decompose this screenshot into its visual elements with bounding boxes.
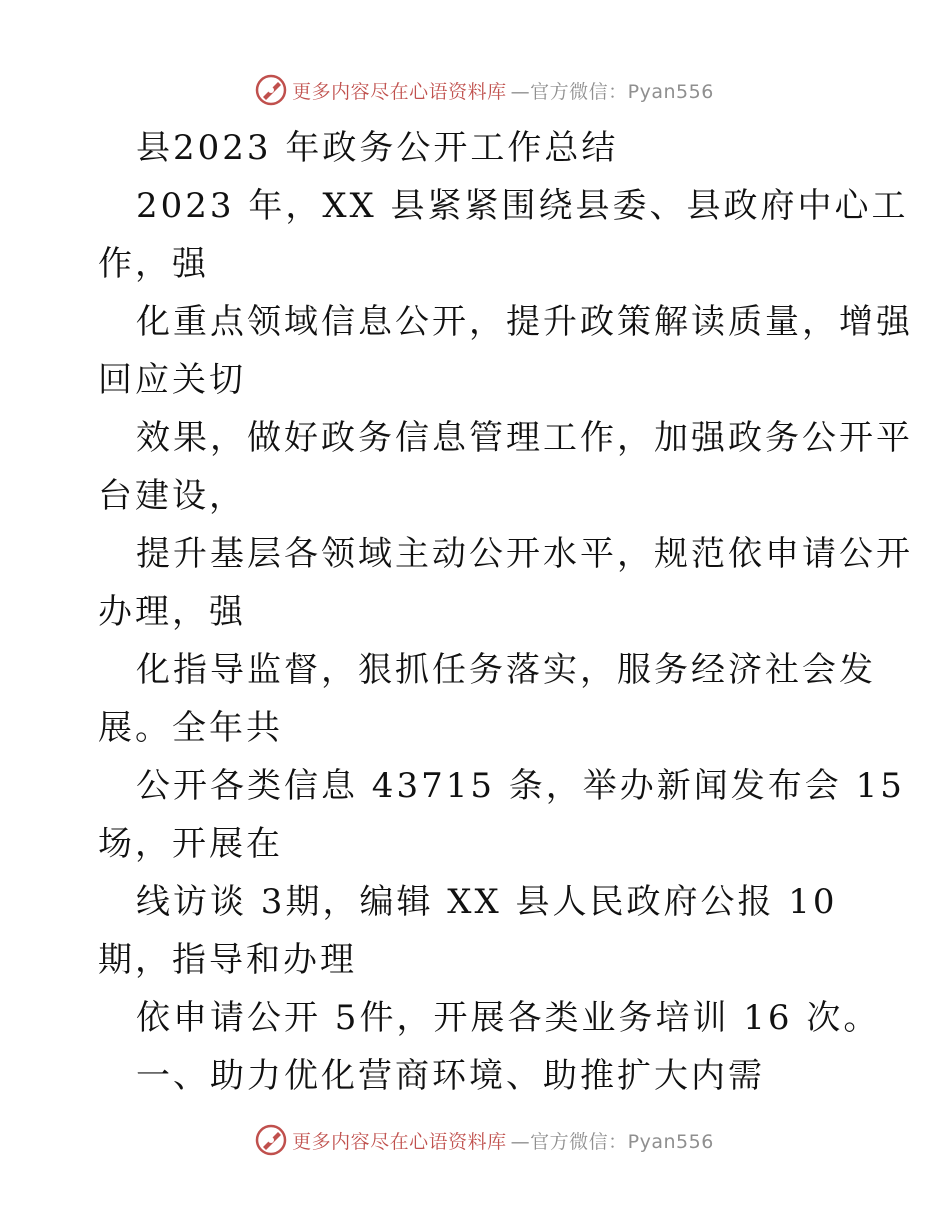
text-line: 提升基层各领域主动公开水平，规范依申请公开 <box>136 534 913 574</box>
text-line: 线访谈 3期，编辑 XX 县人民政府公报 10 <box>136 882 838 922</box>
text-line: 场，开展在 <box>98 824 283 864</box>
pen-seal-logo-icon <box>254 73 288 107</box>
text-line: 台建设， <box>98 476 246 516</box>
footer-watermark-banner <box>0 1120 950 1160</box>
text-line: 展。全年共 <box>98 708 283 748</box>
banner-gray-text: —官方微信：Pyan556 <box>510 80 714 103</box>
text-line: 办理，强 <box>98 592 246 632</box>
document-title: 县2023 年政务公开工作总结 <box>136 128 619 168</box>
text-line: 回应关切 <box>98 360 246 400</box>
text-line: 化指导监督，狠抓任务落实，服务经济社会发 <box>136 650 876 690</box>
text-line: 公开各类信息 43715 条，举办新闻发布会 15 <box>136 766 905 806</box>
banner-red-text: 更多内容尽在心语资料库 <box>292 1130 507 1153</box>
banner-red-text: 更多内容尽在心语资料库 <box>292 80 507 103</box>
text-line: 期，指导和办理 <box>98 940 357 980</box>
banner-gray-text: —官方微信：Pyan556 <box>510 1130 714 1153</box>
text-line: 效果，做好政务信息管理工作，加强政务公开平 <box>136 418 913 458</box>
text-line: 2023 年，XX 县紧紧围绕县委、县政府中心工 <box>136 186 909 226</box>
header-watermark-banner <box>0 70 950 110</box>
text-line: 作，强 <box>98 244 209 284</box>
text-line: 依申请公开 5件，开展各类业务培训 16 次。 <box>136 998 881 1038</box>
pen-seal-logo-icon <box>254 1123 288 1157</box>
text-line: 化重点领域信息公开，提升政策解读质量，增强 <box>136 302 913 342</box>
section-heading: 一、助力优化营商环境、助推扩大内需 <box>136 1056 765 1096</box>
